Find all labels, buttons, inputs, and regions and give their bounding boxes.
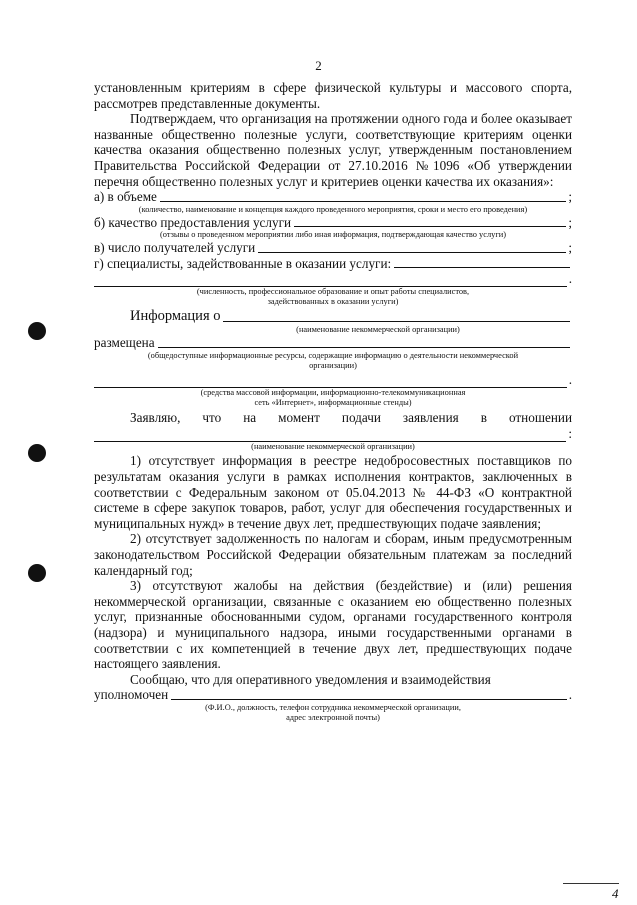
- punch-hole-1: [28, 322, 46, 340]
- field-specialists-line[interactable]: [394, 266, 570, 268]
- field-declare-caption: (наименование некоммерческой организации): [251, 441, 415, 451]
- field-placed-line[interactable]: [158, 346, 570, 348]
- field-specialists-caption-1: (численность, профессиональное образование и опыт работы специалистов,: [196, 286, 470, 296]
- field-placed: [94, 335, 572, 351]
- field-placed-caption-2: организации): [309, 360, 357, 370]
- field-quality-label: б) качество предоставления услуги: [94, 214, 292, 230]
- field-quality: б) качество предоставления услуги ;: [94, 214, 572, 230]
- field-info-about: [94, 308, 572, 325]
- declaration-item-1: 1) отсутствует информация в реестре недобросовестных поставщиков по результатам оказания услуги в рамках исполнения контрактов, заключенных в соответствии с Федеральным законом от 05.04.2013 № 44-ФЗ «О контрактной системе в сфере закупок товаров, работ, услуг для обеспечения государственных и муниципальных нужд» в течение двух лет, предшествующих подаче заявления;: [94, 453, 572, 531]
- declaration-item-2: 2) отсутствует задолженность по налогам и сборам, иным предусмотренным законодательством Российской Федерации обязательным платежам за последний календарный год;: [94, 531, 572, 578]
- field-media-caption-1: (средства массовой информации, информационно-телекоммуникационная: [200, 387, 466, 397]
- field-volume-line[interactable]: [160, 200, 566, 202]
- field-media-line[interactable]: [94, 375, 567, 388]
- field-declare-row: :: [94, 426, 572, 442]
- field-authorized: уполномочен .: [94, 687, 572, 703]
- field-specialists-row2: .: [94, 271, 572, 287]
- field-quality-line[interactable]: [294, 225, 566, 227]
- field-placed-caption-1: (общедоступные информационные ресурсы, содержащие информацию о деятельности некоммерческой: [147, 350, 519, 360]
- field-specialists: [94, 256, 572, 272]
- field-volume-caption: (количество, наименование и концепция каждого проведенного мероприятия, сроки и место его проведения): [138, 204, 528, 214]
- field-specialists-line-2[interactable]: [94, 274, 567, 287]
- declaration-item-3: 3) отсутствуют жалобы на действия (бездействие) и (или) решения некоммерческой организации, связанные с оказанием ею общественно полезных услуг, признанные обоснованными судом, органами государственного контроля (надзора) и муниципального надзора, иными государственными органами в соответствии с их компетенцией в течение двух лет, предшествующих подаче настоящего заявления.: [94, 578, 572, 672]
- field-specialists-caption-2: задействованных в оказании услуги): [267, 296, 399, 306]
- paragraph-criteria: установленным критериям в сфере физической культуры и массового спорта, рассмотрев представленные документы.: [94, 80, 572, 111]
- field-volume-label: а) в объеме: [94, 189, 157, 205]
- document-body: [94, 80, 572, 723]
- paragraph-confirm: Подтверждаем, что организация на протяжении одного года и более оказывает названные общественно полезные услуги, соответствующие критериям оценки качества оказания общественно полезных услуг, утвержденным постановлением Правительства Российской Федерации от 27.10.2016 №1096 «Об утверждении перечня общественно полезных услуг и критериев оценки качества их оказания»:: [94, 111, 572, 189]
- field-placed-label: размещена: [94, 335, 155, 351]
- field-authorized-label: уполномочен: [94, 687, 169, 703]
- field-authorized-caption-2: адрес электронной почты): [286, 712, 380, 722]
- field-recipients-line[interactable]: [258, 251, 566, 253]
- field-specialists-label: г) специалисты, задействованные в оказании услуги:: [94, 255, 392, 271]
- field-authorized-line[interactable]: [171, 698, 567, 700]
- paragraph-notify: Сообщаю, что для оперативного уведомления и взаимодействия: [130, 671, 491, 687]
- field-recipients: в) число получателей услуги ;: [94, 239, 572, 255]
- declare-line: Заявляю, что на момент подачи заявления в отношении: [130, 410, 572, 426]
- field-recipients-label: в) число получателей услуги: [94, 239, 256, 255]
- field-info-line[interactable]: [223, 320, 570, 322]
- field-info-label: Информация о: [130, 308, 221, 325]
- page-number: 2: [315, 58, 322, 73]
- corner-underline: [563, 883, 619, 884]
- field-media-caption-2: сеть «Интернет», информационные стенды): [254, 397, 412, 407]
- field-info-caption: (наименование некоммерческой организации): [296, 325, 460, 335]
- field-authorized-caption-1: (Ф.И.О., должность, телефон сотрудника некоммерческой организации,: [205, 702, 461, 712]
- field-quality-caption: (отзывы о проведенном мероприятии либо иная информация, подтверждающая качество услуги): [159, 230, 507, 240]
- punch-hole-3: [28, 564, 46, 582]
- field-media-row: .: [94, 372, 572, 388]
- field-declare-line[interactable]: [94, 429, 566, 442]
- field-volume: а) в объеме ;: [94, 189, 572, 205]
- punch-hole-2: [28, 444, 46, 462]
- corner-page-mark: 4: [612, 886, 619, 901]
